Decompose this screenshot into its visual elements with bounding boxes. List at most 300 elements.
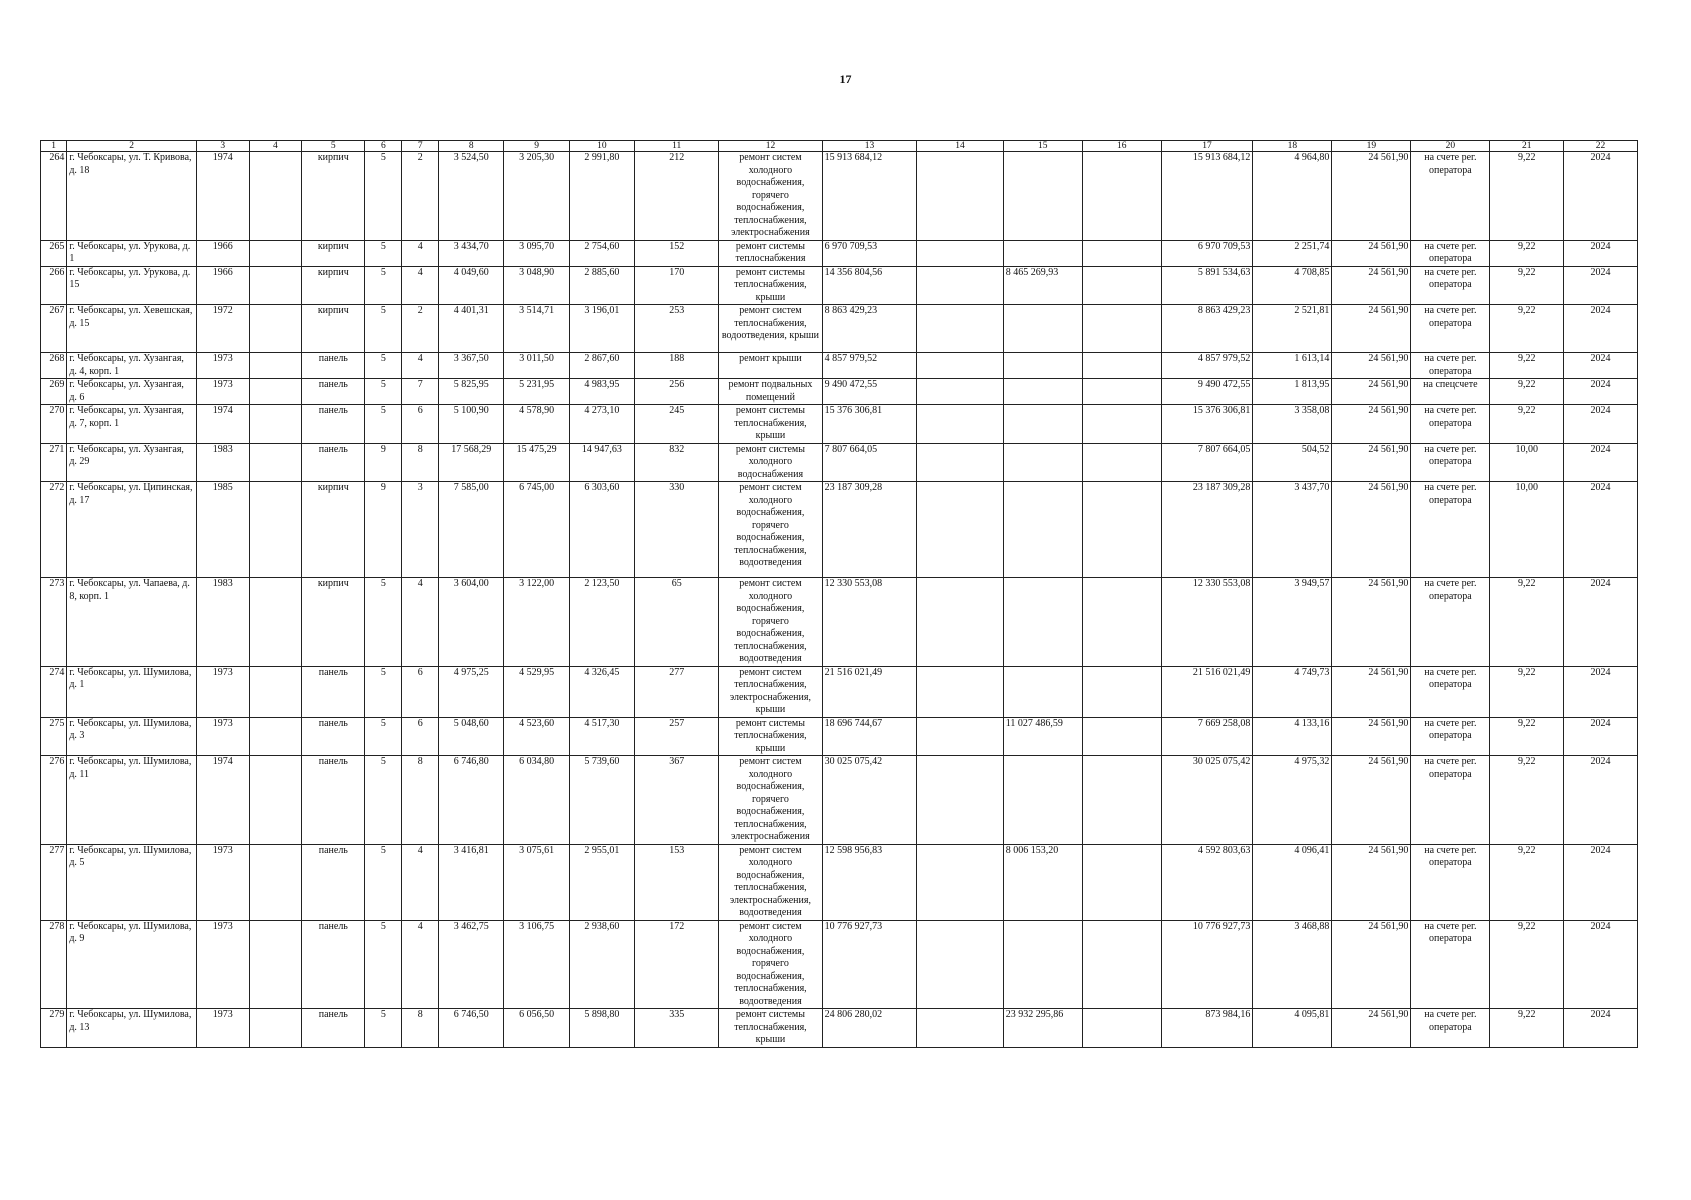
row-number: 278 xyxy=(41,920,67,1009)
wall-material-cell: панель xyxy=(302,379,365,405)
col17-cell: 15 913 684,12 xyxy=(1161,152,1253,241)
table-body xyxy=(41,152,1638,1048)
total-area-cell: 3 604,00 xyxy=(439,578,504,667)
total-area-cell: 4 049,60 xyxy=(439,266,504,305)
residents-cell: 253 xyxy=(635,305,719,353)
column-header-9: 9 xyxy=(504,141,569,152)
works-type-cell: ремонт систем холодного водоснабжения, горячего водоснабжения, теплоснабжения, водоотведения xyxy=(719,482,822,578)
entrances-cell: 6 xyxy=(402,666,439,717)
row-number: 266 xyxy=(41,266,67,305)
row-number: 276 xyxy=(41,756,67,845)
table-row xyxy=(41,353,1638,379)
total-area-cell: 17 568,29 xyxy=(439,443,504,482)
total-cost-cell: 9 490 472,55 xyxy=(822,379,917,405)
col4-cell xyxy=(249,443,302,482)
row-number: 272 xyxy=(41,482,67,578)
year-built-cell: 1983 xyxy=(196,578,249,667)
col16-cell xyxy=(1082,482,1161,578)
col18-cell: 4 749,73 xyxy=(1253,666,1332,717)
column-header-20: 20 xyxy=(1411,141,1490,152)
residential-area-cell: 2 123,50 xyxy=(569,578,634,667)
residential-area-cell: 4 326,45 xyxy=(569,666,634,717)
table-row xyxy=(41,379,1638,405)
fund-account-cell: на счете рег. оператора xyxy=(1411,578,1490,667)
table-row xyxy=(41,756,1638,845)
table-row xyxy=(41,482,1638,578)
works-type-cell: ремонт систем холодного водоснабжения, горячего водоснабжения, теплоснабжения, водоотведения xyxy=(719,920,822,1009)
entrances-cell: 7 xyxy=(402,379,439,405)
wall-material-cell: панель xyxy=(302,353,365,379)
col19-cell: 24 561,90 xyxy=(1332,482,1411,578)
col14-cell xyxy=(917,266,1003,305)
col22-cell: 2024 xyxy=(1564,1009,1638,1048)
year-built-cell: 1974 xyxy=(196,152,249,241)
total-cost-cell: 21 516 021,49 xyxy=(822,666,917,717)
col14-cell xyxy=(917,379,1003,405)
fund-account-cell: на счете рег. оператора xyxy=(1411,756,1490,845)
col17-cell: 7 807 664,05 xyxy=(1161,443,1253,482)
col22-cell: 2024 xyxy=(1564,443,1638,482)
col16-cell xyxy=(1082,717,1161,756)
residents-cell: 153 xyxy=(635,844,719,920)
address-cell: г. Чебоксары, ул. Хузангая, д. 4, корп. 1 xyxy=(67,353,197,379)
total-cost-cell: 8 863 429,23 xyxy=(822,305,917,353)
living-area-cell: 4 529,95 xyxy=(504,666,569,717)
col15-cell xyxy=(1003,756,1082,845)
col22-cell: 2024 xyxy=(1564,844,1638,920)
column-header-18: 18 xyxy=(1253,141,1332,152)
residents-cell: 245 xyxy=(635,405,719,444)
total-area-cell: 4 975,25 xyxy=(439,666,504,717)
living-area-cell: 3 205,30 xyxy=(504,152,569,241)
floors-cell: 9 xyxy=(365,443,402,482)
col14-cell xyxy=(917,353,1003,379)
residential-area-cell: 4 983,95 xyxy=(569,379,634,405)
floors-cell: 5 xyxy=(365,305,402,353)
entrances-cell: 8 xyxy=(402,1009,439,1048)
entrances-cell: 6 xyxy=(402,405,439,444)
column-header-5: 5 xyxy=(302,141,365,152)
living-area-cell: 5 231,95 xyxy=(504,379,569,405)
entrances-cell: 4 xyxy=(402,240,439,266)
col19-cell: 24 561,90 xyxy=(1332,266,1411,305)
col16-cell xyxy=(1082,405,1161,444)
wall-material-cell: кирпич xyxy=(302,482,365,578)
col14-cell xyxy=(917,405,1003,444)
col4-cell xyxy=(249,379,302,405)
works-type-cell: ремонт системы теплоснабжения, крыши xyxy=(719,405,822,444)
address-cell: г. Чебоксары, ул. Т. Кривова, д. 18 xyxy=(67,152,197,241)
col17-cell: 5 891 534,63 xyxy=(1161,266,1253,305)
col17-cell: 21 516 021,49 xyxy=(1161,666,1253,717)
col15-cell xyxy=(1003,405,1082,444)
table-row xyxy=(41,305,1638,353)
col22-cell: 2024 xyxy=(1564,266,1638,305)
address-cell: г. Чебоксары, ул. Шумилова, д. 11 xyxy=(67,756,197,845)
floors-cell: 5 xyxy=(365,379,402,405)
col21-cell: 9,22 xyxy=(1490,266,1564,305)
col16-cell xyxy=(1082,379,1161,405)
col18-cell: 3 437,70 xyxy=(1253,482,1332,578)
col19-cell: 24 561,90 xyxy=(1332,305,1411,353)
fund-account-cell: на счете рег. оператора xyxy=(1411,920,1490,1009)
col21-cell: 9,22 xyxy=(1490,844,1564,920)
col14-cell xyxy=(917,756,1003,845)
total-cost-cell: 6 970 709,53 xyxy=(822,240,917,266)
total-cost-cell: 12 598 956,83 xyxy=(822,844,917,920)
col17-cell: 15 376 306,81 xyxy=(1161,405,1253,444)
total-area-cell: 3 524,50 xyxy=(439,152,504,241)
col14-cell xyxy=(917,482,1003,578)
col22-cell: 2024 xyxy=(1564,578,1638,667)
col19-cell: 24 561,90 xyxy=(1332,920,1411,1009)
floors-cell: 5 xyxy=(365,717,402,756)
fund-account-cell: на счете рег. оператора xyxy=(1411,305,1490,353)
floors-cell: 5 xyxy=(365,353,402,379)
col17-cell: 23 187 309,28 xyxy=(1161,482,1253,578)
fund-account-cell: на счете рег. оператора xyxy=(1411,152,1490,241)
living-area-cell: 4 523,60 xyxy=(504,717,569,756)
total-cost-cell: 12 330 553,08 xyxy=(822,578,917,667)
col14-cell xyxy=(917,1009,1003,1048)
col14-cell xyxy=(917,240,1003,266)
address-cell: г. Чебоксары, ул. Хузангая, д. 7, корп. 1 xyxy=(67,405,197,444)
year-built-cell: 1974 xyxy=(196,405,249,444)
floors-cell: 5 xyxy=(365,920,402,1009)
fund-account-cell: на счете рег. оператора xyxy=(1411,405,1490,444)
col19-cell: 24 561,90 xyxy=(1332,353,1411,379)
works-type-cell: ремонт систем холодного водоснабжения, горячего водоснабжения, теплоснабжения, водоотведения xyxy=(719,578,822,667)
entrances-cell: 4 xyxy=(402,844,439,920)
column-header-16: 16 xyxy=(1082,141,1161,152)
col14-cell xyxy=(917,152,1003,241)
living-area-cell: 3 048,90 xyxy=(504,266,569,305)
col4-cell xyxy=(249,152,302,241)
entrances-cell: 4 xyxy=(402,920,439,1009)
residents-cell: 188 xyxy=(635,353,719,379)
col21-cell: 9,22 xyxy=(1490,717,1564,756)
entrances-cell: 2 xyxy=(402,152,439,241)
living-area-cell: 6 056,50 xyxy=(504,1009,569,1048)
col16-cell xyxy=(1082,1009,1161,1048)
living-area-cell: 6 034,80 xyxy=(504,756,569,845)
row-number: 277 xyxy=(41,844,67,920)
address-cell: г. Чебоксары, ул. Шумилова, д. 13 xyxy=(67,1009,197,1048)
total-cost-cell: 18 696 744,67 xyxy=(822,717,917,756)
floors-cell: 5 xyxy=(365,844,402,920)
year-built-cell: 1966 xyxy=(196,240,249,266)
floors-cell: 5 xyxy=(365,756,402,845)
col21-cell: 9,22 xyxy=(1490,756,1564,845)
residents-cell: 330 xyxy=(635,482,719,578)
col15-cell xyxy=(1003,666,1082,717)
works-type-cell: ремонт системы теплоснабжения, крыши xyxy=(719,266,822,305)
entrances-cell: 2 xyxy=(402,305,439,353)
col4-cell xyxy=(249,578,302,667)
col17-cell: 873 984,16 xyxy=(1161,1009,1253,1048)
address-cell: г. Чебоксары, ул. Урукова, д. 15 xyxy=(67,266,197,305)
column-header-17: 17 xyxy=(1161,141,1253,152)
col17-cell: 7 669 258,08 xyxy=(1161,717,1253,756)
residential-area-cell: 6 303,60 xyxy=(569,482,634,578)
total-cost-cell: 15 913 684,12 xyxy=(822,152,917,241)
living-area-cell: 4 578,90 xyxy=(504,405,569,444)
wall-material-cell: панель xyxy=(302,920,365,1009)
col19-cell: 24 561,90 xyxy=(1332,717,1411,756)
col16-cell xyxy=(1082,152,1161,241)
col15-cell xyxy=(1003,578,1082,667)
column-header-12: 12 xyxy=(719,141,822,152)
col15-cell xyxy=(1003,240,1082,266)
col15-cell: 8 465 269,93 xyxy=(1003,266,1082,305)
address-cell: г. Чебоксары, ул. Хузангая, д. 6 xyxy=(67,379,197,405)
total-area-cell: 3 434,70 xyxy=(439,240,504,266)
floors-cell: 5 xyxy=(365,578,402,667)
col19-cell: 24 561,90 xyxy=(1332,578,1411,667)
residents-cell: 335 xyxy=(635,1009,719,1048)
wall-material-cell: кирпич xyxy=(302,578,365,667)
col18-cell: 4 975,32 xyxy=(1253,756,1332,845)
fund-account-cell: на счете рег. оператора xyxy=(1411,666,1490,717)
total-area-cell: 3 416,81 xyxy=(439,844,504,920)
wall-material-cell: кирпич xyxy=(302,266,365,305)
column-number-row xyxy=(41,141,1638,152)
table-row xyxy=(41,443,1638,482)
col18-cell: 4 708,85 xyxy=(1253,266,1332,305)
col22-cell: 2024 xyxy=(1564,756,1638,845)
residents-cell: 170 xyxy=(635,266,719,305)
column-header-7: 7 xyxy=(402,141,439,152)
col22-cell: 2024 xyxy=(1564,152,1638,241)
col16-cell xyxy=(1082,266,1161,305)
living-area-cell: 3 075,61 xyxy=(504,844,569,920)
col19-cell: 24 561,90 xyxy=(1332,152,1411,241)
col22-cell: 2024 xyxy=(1564,920,1638,1009)
col18-cell: 1 613,14 xyxy=(1253,353,1332,379)
table-row xyxy=(41,920,1638,1009)
col22-cell: 2024 xyxy=(1564,240,1638,266)
col14-cell xyxy=(917,443,1003,482)
residential-area-cell: 2 938,60 xyxy=(569,920,634,1009)
fund-account-cell: на счете рег. оператора xyxy=(1411,353,1490,379)
col16-cell xyxy=(1082,578,1161,667)
works-type-cell: ремонт систем холодного водоснабжения, теплоснабжения, электроснабжения, водоотведения xyxy=(719,844,822,920)
year-built-cell: 1983 xyxy=(196,443,249,482)
col4-cell xyxy=(249,666,302,717)
entrances-cell: 8 xyxy=(402,443,439,482)
col18-cell: 3 358,08 xyxy=(1253,405,1332,444)
total-area-cell: 3 462,75 xyxy=(439,920,504,1009)
residential-area-cell: 14 947,63 xyxy=(569,443,634,482)
column-header-11: 11 xyxy=(635,141,719,152)
residential-area-cell: 2 867,60 xyxy=(569,353,634,379)
col17-cell: 4 857 979,52 xyxy=(1161,353,1253,379)
col16-cell xyxy=(1082,443,1161,482)
col15-cell xyxy=(1003,305,1082,353)
col22-cell: 2024 xyxy=(1564,405,1638,444)
col18-cell: 4 095,81 xyxy=(1253,1009,1332,1048)
col4-cell xyxy=(249,1009,302,1048)
year-built-cell: 1973 xyxy=(196,717,249,756)
residents-cell: 257 xyxy=(635,717,719,756)
wall-material-cell: панель xyxy=(302,1009,365,1048)
works-type-cell: ремонт крыши xyxy=(719,353,822,379)
column-header-8: 8 xyxy=(439,141,504,152)
residential-area-cell: 3 196,01 xyxy=(569,305,634,353)
col22-cell: 2024 xyxy=(1564,482,1638,578)
column-header-1: 1 xyxy=(41,141,67,152)
works-type-cell: ремонт систем холодного водоснабжения, горячего водоснабжения, теплоснабжения, электроснабжения xyxy=(719,756,822,845)
residents-cell: 212 xyxy=(635,152,719,241)
col18-cell: 504,52 xyxy=(1253,443,1332,482)
row-number: 264 xyxy=(41,152,67,241)
col22-cell: 2024 xyxy=(1564,717,1638,756)
table-row xyxy=(41,844,1638,920)
living-area-cell: 3 011,50 xyxy=(504,353,569,379)
entrances-cell: 3 xyxy=(402,482,439,578)
works-type-cell: ремонт систем теплоснабжения, водоотведения, крыши xyxy=(719,305,822,353)
floors-cell: 9 xyxy=(365,482,402,578)
floors-cell: 5 xyxy=(365,666,402,717)
col4-cell xyxy=(249,305,302,353)
fund-account-cell: на счете рег. оператора xyxy=(1411,443,1490,482)
fund-account-cell: на счете рег. оператора xyxy=(1411,482,1490,578)
col17-cell: 8 863 429,23 xyxy=(1161,305,1253,353)
year-built-cell: 1974 xyxy=(196,756,249,845)
address-cell: г. Чебоксары, ул. Шумилова, д. 9 xyxy=(67,920,197,1009)
living-area-cell: 3 514,71 xyxy=(504,305,569,353)
col17-cell: 6 970 709,53 xyxy=(1161,240,1253,266)
col18-cell: 2 521,81 xyxy=(1253,305,1332,353)
col4-cell xyxy=(249,920,302,1009)
year-built-cell: 1972 xyxy=(196,305,249,353)
total-area-cell: 5 100,90 xyxy=(439,405,504,444)
fund-account-cell: на счете рег. оператора xyxy=(1411,844,1490,920)
col21-cell: 9,22 xyxy=(1490,578,1564,667)
wall-material-cell: панель xyxy=(302,443,365,482)
address-cell: г. Чебоксары, ул. Шумилова, д. 3 xyxy=(67,717,197,756)
total-cost-cell: 23 187 309,28 xyxy=(822,482,917,578)
living-area-cell: 6 745,00 xyxy=(504,482,569,578)
living-area-cell: 3 106,75 xyxy=(504,920,569,1009)
table-row xyxy=(41,266,1638,305)
works-type-cell: ремонт систем холодного водоснабжения, горячего водоснабжения, теплоснабжения, электроснабжения xyxy=(719,152,822,241)
col16-cell xyxy=(1082,756,1161,845)
residents-cell: 152 xyxy=(635,240,719,266)
row-number: 265 xyxy=(41,240,67,266)
col19-cell: 24 561,90 xyxy=(1332,756,1411,845)
total-cost-cell: 30 025 075,42 xyxy=(822,756,917,845)
residents-cell: 277 xyxy=(635,666,719,717)
living-area-cell: 3 095,70 xyxy=(504,240,569,266)
col22-cell: 2024 xyxy=(1564,305,1638,353)
col21-cell: 9,22 xyxy=(1490,152,1564,241)
residents-cell: 367 xyxy=(635,756,719,845)
col4-cell xyxy=(249,717,302,756)
address-cell: г. Чебоксары, ул. Урукова, д. 1 xyxy=(67,240,197,266)
fund-account-cell: на счете рег. оператора xyxy=(1411,717,1490,756)
address-cell: г. Чебоксары, ул. Шумилова, д. 5 xyxy=(67,844,197,920)
residential-area-cell: 5 739,60 xyxy=(569,756,634,845)
year-built-cell: 1966 xyxy=(196,266,249,305)
fund-account-cell: на счете рег. оператора xyxy=(1411,240,1490,266)
entrances-cell: 4 xyxy=(402,266,439,305)
capital-repair-register-table xyxy=(40,140,1638,1048)
col16-cell xyxy=(1082,305,1161,353)
col17-cell: 4 592 803,63 xyxy=(1161,844,1253,920)
works-type-cell: ремонт системы холодного водоснабжения xyxy=(719,443,822,482)
residential-area-cell: 2 955,01 xyxy=(569,844,634,920)
col18-cell: 4 096,41 xyxy=(1253,844,1332,920)
wall-material-cell: кирпич xyxy=(302,152,365,241)
entrances-cell: 4 xyxy=(402,353,439,379)
entrances-cell: 8 xyxy=(402,756,439,845)
col15-cell xyxy=(1003,920,1082,1009)
wall-material-cell: панель xyxy=(302,405,365,444)
col22-cell: 2024 xyxy=(1564,353,1638,379)
row-number: 267 xyxy=(41,305,67,353)
column-header-10: 10 xyxy=(569,141,634,152)
residential-area-cell: 4 273,10 xyxy=(569,405,634,444)
fund-account-cell: на счете рег. оператора xyxy=(1411,266,1490,305)
col4-cell xyxy=(249,756,302,845)
address-cell: г. Чебоксары, ул. Ципинская, д. 17 xyxy=(67,482,197,578)
column-header-3: 3 xyxy=(196,141,249,152)
table-row xyxy=(41,666,1638,717)
col19-cell: 24 561,90 xyxy=(1332,379,1411,405)
total-area-cell: 6 746,80 xyxy=(439,756,504,845)
floors-cell: 5 xyxy=(365,240,402,266)
col19-cell: 24 561,90 xyxy=(1332,443,1411,482)
col19-cell: 24 561,90 xyxy=(1332,1009,1411,1048)
col15-cell xyxy=(1003,152,1082,241)
col18-cell: 4 133,16 xyxy=(1253,717,1332,756)
col15-cell xyxy=(1003,482,1082,578)
col17-cell: 30 025 075,42 xyxy=(1161,756,1253,845)
col14-cell xyxy=(917,305,1003,353)
total-area-cell: 6 746,50 xyxy=(439,1009,504,1048)
col4-cell xyxy=(249,266,302,305)
residents-cell: 172 xyxy=(635,920,719,1009)
col4-cell xyxy=(249,240,302,266)
col21-cell: 9,22 xyxy=(1490,240,1564,266)
total-area-cell: 5 048,60 xyxy=(439,717,504,756)
col19-cell: 24 561,90 xyxy=(1332,405,1411,444)
col17-cell: 9 490 472,55 xyxy=(1161,379,1253,405)
col14-cell xyxy=(917,717,1003,756)
total-cost-cell: 10 776 927,73 xyxy=(822,920,917,1009)
col17-cell: 10 776 927,73 xyxy=(1161,920,1253,1009)
residents-cell: 832 xyxy=(635,443,719,482)
col4-cell xyxy=(249,405,302,444)
year-built-cell: 1973 xyxy=(196,844,249,920)
column-header-22: 22 xyxy=(1564,141,1638,152)
column-header-2: 2 xyxy=(67,141,197,152)
col21-cell: 9,22 xyxy=(1490,353,1564,379)
floors-cell: 5 xyxy=(365,405,402,444)
row-number: 275 xyxy=(41,717,67,756)
floors-cell: 5 xyxy=(365,1009,402,1048)
col19-cell: 24 561,90 xyxy=(1332,240,1411,266)
works-type-cell: ремонт системы теплоснабжения, крыши xyxy=(719,1009,822,1048)
col21-cell: 10,00 xyxy=(1490,482,1564,578)
col18-cell: 2 251,74 xyxy=(1253,240,1332,266)
row-number: 268 xyxy=(41,353,67,379)
living-area-cell: 15 475,29 xyxy=(504,443,569,482)
table-row xyxy=(41,405,1638,444)
col16-cell xyxy=(1082,353,1161,379)
table-row xyxy=(41,152,1638,241)
